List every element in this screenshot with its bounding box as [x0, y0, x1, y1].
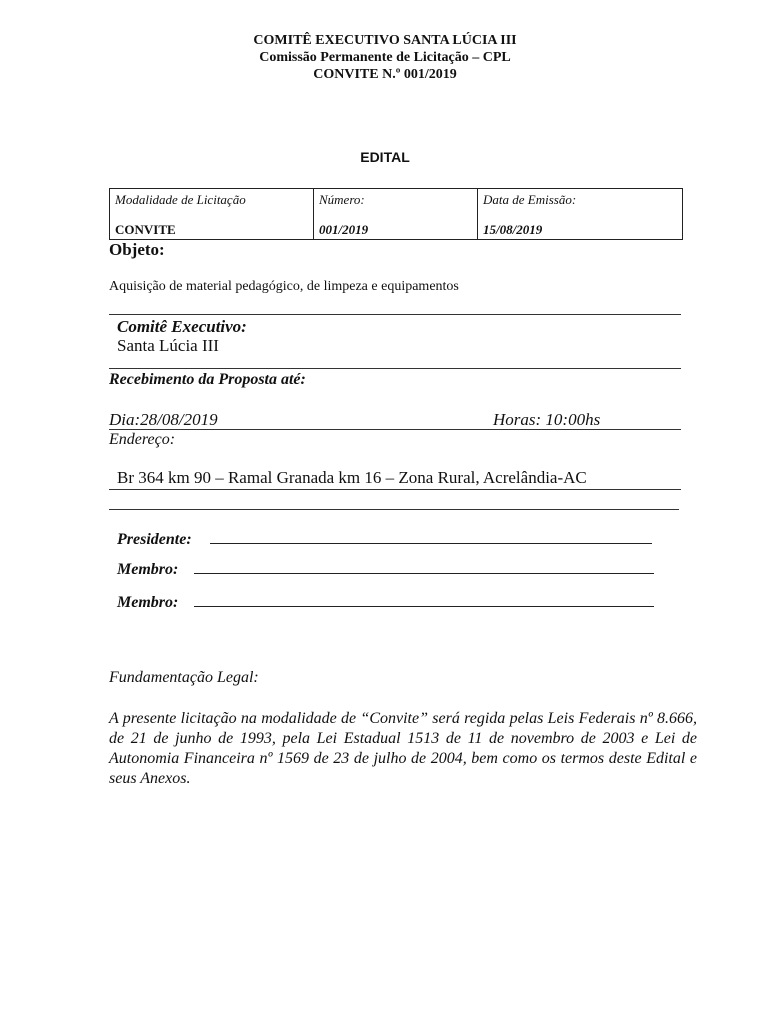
objeto-label: Objeto:	[109, 240, 165, 259]
divider	[109, 489, 681, 490]
modalidade-label: Modalidade de Licitação	[115, 192, 246, 207]
fundamentacao-label: Fundamentação Legal:	[109, 669, 259, 686]
membro2-row	[117, 592, 654, 612]
membro2-label: Membro:	[117, 594, 179, 611]
membro1-signature-line	[194, 559, 654, 574]
header-commission: Comissão Permanente de Licitação – CPL	[259, 50, 511, 65]
endereco-value: Br 364 km 90 – Ramal Granada km 16 – Zona Rural, Acrelândia-AC	[117, 468, 587, 487]
info-table	[109, 188, 683, 240]
header-convite-number: CONVITE N.º 001/2019	[313, 67, 457, 82]
modalidade-cell	[110, 189, 314, 240]
recebimento-dia: Dia:28/08/2019	[109, 410, 218, 429]
comite-label: Comitê Executivo:	[117, 317, 247, 336]
divider	[109, 314, 681, 315]
presidente-label: Presidente:	[117, 531, 192, 548]
endereco-label: Endereço:	[109, 431, 176, 448]
recebimento-label: Recebimento da Proposta até:	[109, 371, 306, 388]
numero-cell	[314, 189, 478, 240]
membro2-signature-line	[194, 592, 654, 607]
presidente-row	[117, 529, 652, 549]
divider	[109, 509, 679, 510]
data-emissao-value: 15/08/2019	[483, 222, 543, 237]
data-emissao-cell	[478, 189, 683, 240]
numero-value: 001/2019	[319, 222, 369, 237]
header-committee: COMITÊ EXECUTIVO SANTA LÚCIA III	[253, 33, 517, 48]
membro1-label: Membro:	[117, 561, 179, 578]
objeto-text: Aquisição de material pedagógico, de limpeza e equipamentos	[109, 279, 459, 294]
membro1-row	[117, 559, 654, 579]
modalidade-value: CONVITE	[115, 222, 176, 237]
divider	[109, 368, 681, 369]
divider	[109, 429, 681, 430]
presidente-signature-line	[210, 529, 652, 544]
data-emissao-label: Data de Emissão:	[483, 192, 577, 207]
recebimento-horas: Horas: 10:00hs	[493, 410, 601, 429]
comite-value: Santa Lúcia III	[117, 336, 219, 355]
fundamentacao-text: A presente licitação na modalidade de “Convite” será regida pelas Leis Federais nº 8.666, de 21 de junho de 1993, pela Lei Estadual 1513 de 11 de novembro de 2003 e Lei de Autonomia Financeira nº 1569 de 23 de julho de 2004, bem como os termos deste Edital e seus Anexos.	[109, 710, 697, 787]
document-title: EDITAL	[360, 149, 410, 165]
numero-label: Número:	[319, 192, 365, 207]
